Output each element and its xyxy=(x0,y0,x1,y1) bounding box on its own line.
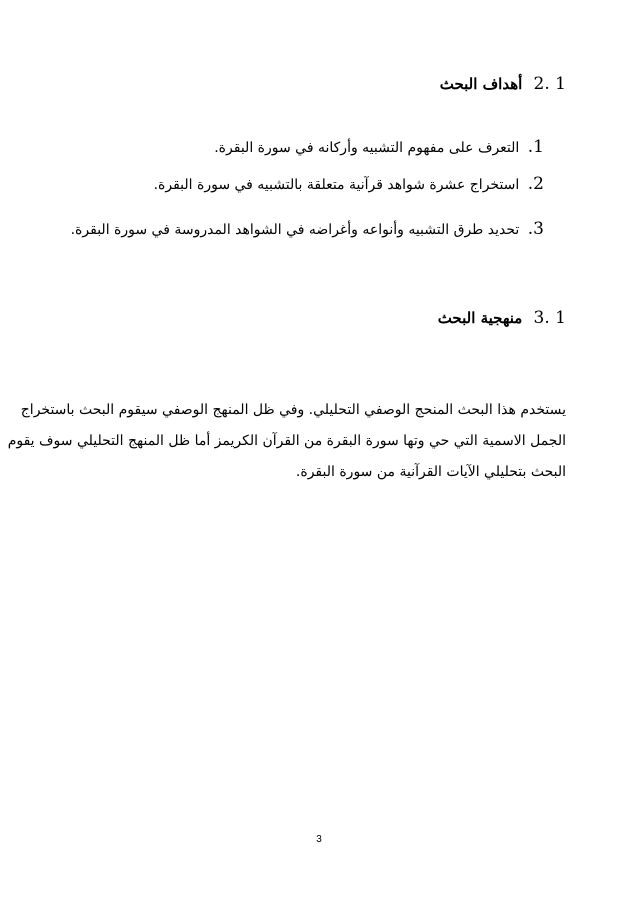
section-title: أهداف البحث xyxy=(439,75,523,93)
objective-number: 1. xyxy=(527,137,544,157)
section-heading-objectives xyxy=(440,74,566,94)
objective-item xyxy=(154,174,544,194)
paragraph-line: الجمل الاسمية التي حي وتها سورة البقرة من القرآن الكريمز أما ظل المنهج التحليلي سوف يقوم xyxy=(7,433,566,449)
objective-text: استخراج عشرة شواهد قرآنية متعلقة بالتشبيه في سورة البقرة. xyxy=(153,177,520,193)
page-number: 3 xyxy=(316,834,322,845)
objective-item xyxy=(214,137,544,157)
section-title: منهجية البحث xyxy=(437,309,523,327)
objective-item xyxy=(71,219,544,239)
objective-text: التعرف على مفهوم التشبيه وأركانه في سورة البقرة. xyxy=(214,140,520,156)
objective-number: 3. xyxy=(527,219,544,239)
paragraph-line: البحث بتحليلي الآيات القرآنية من سورة البقرة. xyxy=(295,464,566,480)
section-number: 3. 1 xyxy=(533,308,566,328)
objective-number: 2. xyxy=(527,174,544,194)
paragraph-line: يستخدم هذا البحث المنحج الوصفي التحليلي. وفي ظل المنهج الوصفي سيقوم البحث باستخراج xyxy=(20,402,566,418)
methodology-paragraph xyxy=(7,398,566,491)
objective-text: تحديد طرق التشبيه وأنواعه وأغراضه في الشواهد المدروسة في سورة البقرة. xyxy=(70,222,520,238)
section-number: 2. 1 xyxy=(533,74,566,94)
section-heading-methodology xyxy=(438,308,566,328)
